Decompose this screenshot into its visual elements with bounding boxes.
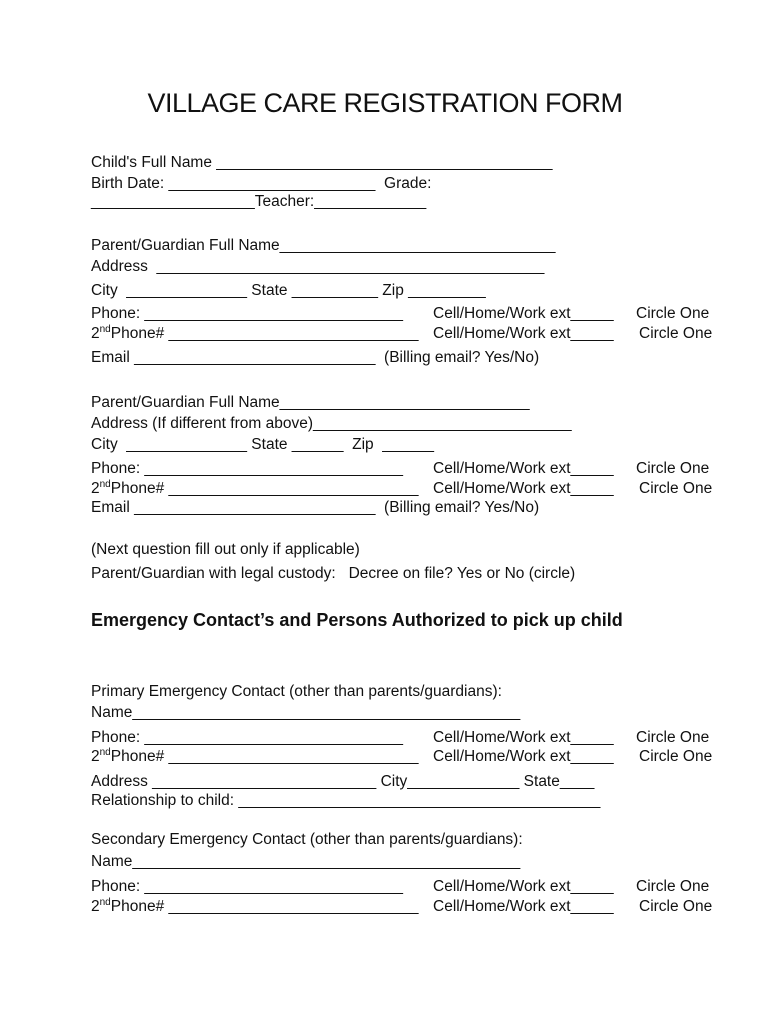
parent1-phone2-field[interactable] [91, 324, 419, 344]
primary-name-field[interactable]: Name_____________________________________________ [91, 704, 521, 721]
ordinal-suffix: nd [99, 747, 111, 758]
custody-question[interactable]: Parent/Guardian with legal custody: Decree on file? Yes or No (circle) [91, 565, 576, 582]
primary-phone-circle-one: Circle One [636, 729, 710, 746]
teacher-field[interactable]: ___________________Teacher:_____________ [91, 193, 427, 210]
parent1-address-field[interactable]: Address _____________________________________________ [91, 258, 545, 275]
secondary-phone2-circle-one: Circle One [639, 898, 713, 915]
ordinal-number: 2 [91, 325, 100, 342]
secondary-phone-ext[interactable]: Cell/Home/Work ext_____ [433, 878, 614, 895]
secondary-name-field[interactable]: Name_____________________________________________ [91, 853, 521, 870]
parent1-phone-ext[interactable]: Cell/Home/Work ext_____ [433, 305, 614, 322]
primary-phone-ext[interactable]: Cell/Home/Work ext_____ [433, 729, 614, 746]
parent1-phone-circle-one: Circle One [636, 305, 710, 322]
ordinal-suffix: nd [99, 324, 111, 335]
primary-phone2-field[interactable] [91, 747, 419, 767]
child-full-name-field[interactable]: Child's Full Name _______________________________________ [91, 154, 553, 171]
parent1-city-state-zip-field[interactable]: City ______________ State __________ Zip _________ [91, 282, 486, 299]
parent2-phone2-ext[interactable]: Cell/Home/Work ext_____ [433, 480, 614, 497]
primary-phone-field[interactable]: Phone: ______________________________ [91, 729, 404, 746]
secondary-phone-circle-one: Circle One [636, 878, 710, 895]
parent2-phone-ext[interactable]: Cell/Home/Work ext_____ [433, 460, 614, 477]
emergency-section-heading: Emergency Contact’s and Persons Authorized to pick up child [91, 610, 623, 630]
parent2-full-name-field[interactable]: Parent/Guardian Full Name_____________________________ [91, 394, 530, 411]
secondary-phone-field[interactable]: Phone: ______________________________ [91, 878, 404, 895]
phone2-label: Phone# _____________________________ [110, 898, 419, 915]
ordinal-number: 2 [91, 480, 100, 497]
primary-contact-label: Primary Emergency Contact (other than parents/guardians): [91, 683, 502, 700]
parent2-city-state-zip-field[interactable]: City ______________ State ______ Zip ______ [91, 436, 434, 453]
parent2-phone-circle-one: Circle One [636, 460, 710, 477]
ordinal-number: 2 [91, 748, 100, 765]
phone2-label: Phone# _____________________________ [110, 480, 419, 497]
parent2-address-field[interactable]: Address (If different from above)______________________________ [91, 415, 572, 432]
ordinal-suffix: nd [99, 897, 111, 908]
page-title: VILLAGE CARE REGISTRATION FORM [147, 88, 623, 118]
parent2-phone-field[interactable]: Phone: ______________________________ [91, 460, 404, 477]
ordinal-number: 2 [91, 898, 100, 915]
parent1-phone2-circle-one: Circle One [639, 325, 713, 342]
parent1-email-field[interactable]: Email ____________________________ (Billing email? Yes/No) [91, 349, 540, 366]
primary-phone2-circle-one: Circle One [639, 748, 713, 765]
secondary-contact-label: Secondary Emergency Contact (other than parents/guardians): [91, 831, 523, 848]
primary-relationship-field[interactable]: Relationship to child: __________________________________________ [91, 792, 601, 809]
primary-address-field[interactable]: Address __________________________ City_____________ State____ [91, 773, 595, 790]
birth-date-grade-field[interactable]: Birth Date: ________________________ Grade: [91, 175, 432, 192]
phone2-label: Phone# _____________________________ [110, 325, 419, 342]
custody-note: (Next question fill out only if applicable) [91, 541, 360, 558]
parent2-phone2-circle-one: Circle One [639, 480, 713, 497]
parent1-phone2-ext[interactable]: Cell/Home/Work ext_____ [433, 325, 614, 342]
primary-phone2-ext[interactable]: Cell/Home/Work ext_____ [433, 748, 614, 765]
parent1-phone-field[interactable]: Phone: ______________________________ [91, 305, 404, 322]
secondary-phone2-ext[interactable]: Cell/Home/Work ext_____ [433, 898, 614, 915]
ordinal-suffix: nd [99, 479, 111, 490]
parent1-full-name-field[interactable]: Parent/Guardian Full Name________________________________ [91, 237, 556, 254]
phone2-label: Phone# _____________________________ [110, 748, 419, 765]
parent2-email-field[interactable]: Email ____________________________ (Billing email? Yes/No) [91, 499, 540, 516]
secondary-phone2-field[interactable] [91, 897, 419, 917]
parent2-phone2-field[interactable] [91, 479, 419, 499]
